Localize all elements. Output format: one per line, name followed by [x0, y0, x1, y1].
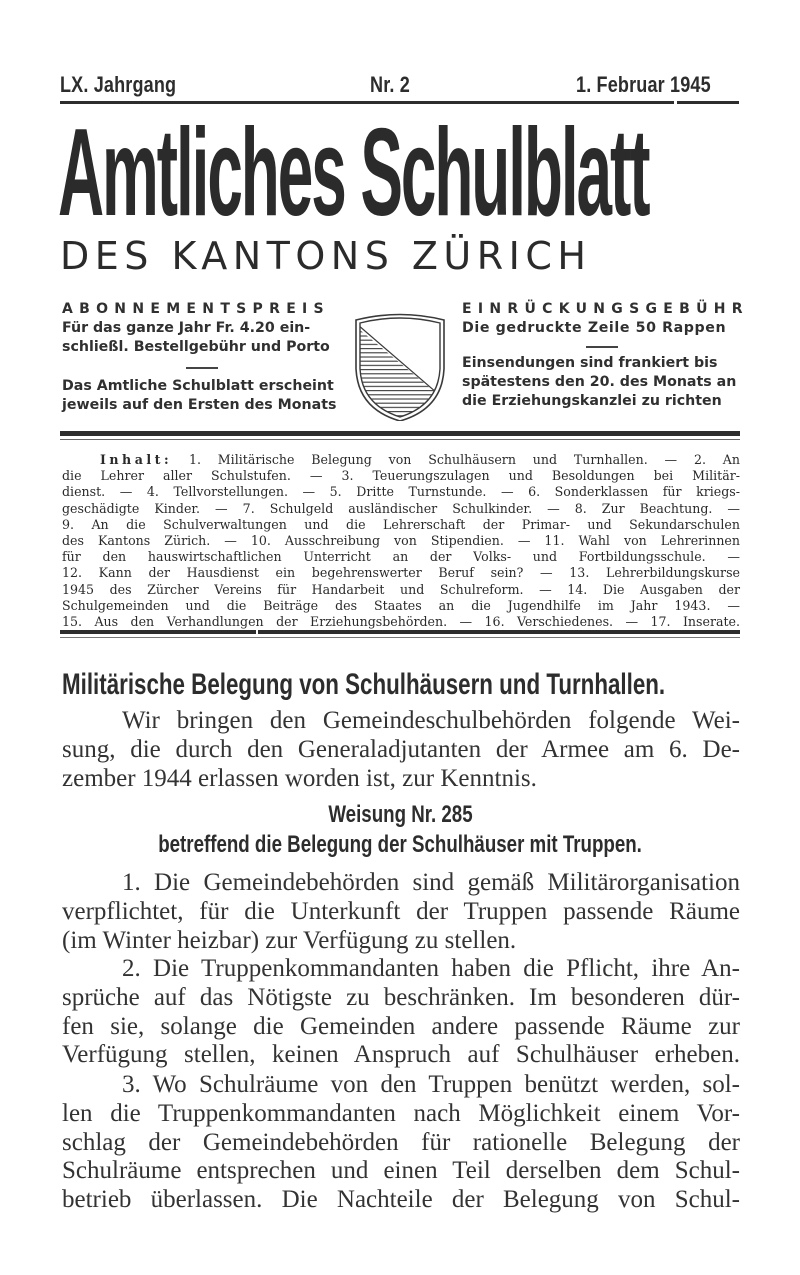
toc-bottom-rule-thin — [60, 637, 740, 638]
toc-line: dienst. — 4. Tellvorstellungen. — 5. Dritte Turnstunde. — 6. Sonderklassen für kriegs- — [62, 484, 740, 500]
directive-paragraph-2 — [62, 955, 740, 1070]
body-line: len die Truppenkommandanten nach Möglichkeit einem Vor- — [62, 1099, 740, 1127]
body-line: 2. Die Truppenkommandanten haben die Pflicht, ihre An- — [122, 955, 740, 982]
article-heading: Militärische Belegung von Schulhäusern und Turnhallen. — [62, 668, 666, 701]
toc-line: geschädigte Kinder. — 7. Schulgeld ausländischer Schulkinder. — 8. Zur Beachtung. — — [62, 500, 740, 516]
body-line: 1. Die Gemeindebehörden sind gemäß Militärorganisation — [122, 869, 740, 896]
body-line: sprüche auf das Nötigste zu beschränken. Im besonderen dür- — [62, 983, 740, 1011]
volume-label: LX. Jahrgang — [60, 72, 177, 97]
directive-subtitle-wrap — [0, 831, 800, 859]
toc-bottom-rule-right — [258, 630, 740, 634]
toc-line: des Kantons Zürich. — 10. Ausschreibung von Stipendien. — 11. Wahl von Lehrerinnen — [62, 533, 740, 549]
toc-line: 15. Aus den Verhandlungen der Erziehungsbehörden. — 16. Verschiedenes. — 17. Inserate. — [62, 614, 740, 630]
subscription-price-line-2: schließl. Bestellgebühr und Porto — [62, 339, 330, 355]
article-intro — [62, 707, 740, 793]
body-line: 3. Wo Schulräume von den Truppen benützt werden, sol- — [122, 1071, 740, 1098]
submission-info-line-2: spätestens den 20. des Monats an — [462, 373, 737, 390]
divider — [186, 367, 218, 369]
divider — [586, 346, 618, 348]
toc-line: 1945 des Zürcher Vereins für Handarbeit und Schulreform. — 14. Die Ausgaben der — [62, 581, 740, 597]
toc-line: für den hauswirtschaftlichen Unterricht an der Volks- und Fortbildungsschule. — — [62, 549, 740, 565]
toc-line: 12. Kann der Hausdienst ein begehrenswerter Beruf sein? — 13. Lehrerbildungskurse — [62, 565, 740, 581]
body-line: Wir bringen den Gemeindeschulbehörden folgende Wei- — [122, 707, 740, 734]
publication-schedule-line: Das Amtliche Schulblatt erscheint — [62, 377, 334, 394]
top-rule-end — [677, 101, 739, 104]
directive-title: Weisung Nr. 285 — [327, 801, 473, 828]
submission-info-line-3: die Erziehungskanzlei zu richten — [462, 392, 722, 409]
publication-subtitle: DES KANTONS ZÜRICH — [60, 234, 592, 278]
directive-paragraph-3 — [62, 1071, 740, 1215]
table-of-contents — [62, 452, 740, 630]
body-line: schlag der Gemeindebehörden für rationelle Belegung der — [62, 1128, 740, 1156]
toc-top-rule — [60, 431, 740, 436]
toc-line: die Lehrer aller Schulstufen. — 3. Teuerungszulagen und Besoldungen bei Militär- — [62, 468, 740, 484]
body-line: verpflichtet, für die Unterkunft der Truppen passende Räume — [62, 897, 740, 925]
toc-line: Schulgemeinden und die Beiträge des Staates an die Jugendhilfe im Jahr 1943. — — [62, 597, 740, 613]
issue-date: 1. Februar 1945 — [576, 72, 711, 97]
body-line: betrieb überlassen. Die Nachteile der Belegung von Schul- — [62, 1186, 740, 1214]
advertising-info — [462, 300, 749, 411]
body-line: fen sie, solange die Gemeinden andere passende Räume zur — [62, 1012, 740, 1040]
publication-title-text: Amtliches Schulblatt — [58, 104, 649, 242]
toc-line: 9. An die Schulverwaltungen und die Lehrerschaft der Primar- und Sekundarschulen — [62, 516, 740, 532]
toc-bottom-rule-left — [60, 630, 256, 634]
subscription-info — [62, 300, 342, 415]
toc-line — [62, 452, 740, 468]
subscription-heading: ABONNEMENTSPREIS — [62, 301, 330, 317]
body-line: sung, die durch den Generaladjutanten der Armee am 6. De- — [62, 735, 740, 763]
body-line: (im Winter heizbar) zur Verfügung zu stellen. — [62, 926, 517, 954]
submission-info-line: Einsendungen sind frankiert bis — [462, 354, 718, 371]
body-line: Schulräume entsprechen und einen Teil derselben dem Schul- — [62, 1157, 740, 1185]
toc-top-rule-thin — [60, 439, 740, 440]
issue-number: Nr. 2 — [370, 72, 410, 97]
toc-text: 1. Militärische Belegung von Schulhäusern und Turnhallen. — 2. An — [188, 452, 740, 467]
directive-title-wrap — [0, 801, 800, 829]
subscription-price-line: Für das ganze Jahr Fr. 4.20 ein- — [62, 320, 311, 336]
publication-title — [58, 104, 748, 242]
toc-label: Inhalt: — [100, 452, 173, 467]
directive-subtitle: betreffend die Belegung der Schulhäuser mit Truppen. — [158, 831, 642, 858]
advertising-heading: EINRÜCKUNGSGEBÜHR — [462, 301, 749, 317]
directive-paragraph-1 — [62, 869, 740, 955]
publication-schedule-line-2: jeweils auf den Ersten des Monats — [62, 396, 337, 413]
body-line: Verfügung stellen, keinen Anspruch auf Schulhäuser erheben. — [62, 1041, 740, 1069]
body-line: zember 1944 erlassen worden ist, zur Kenntnis. — [62, 764, 537, 792]
zurich-coat-of-arms-icon — [354, 313, 446, 421]
advertising-rate-line: Die gedruckte Zeile 50 Rappen — [462, 320, 727, 336]
